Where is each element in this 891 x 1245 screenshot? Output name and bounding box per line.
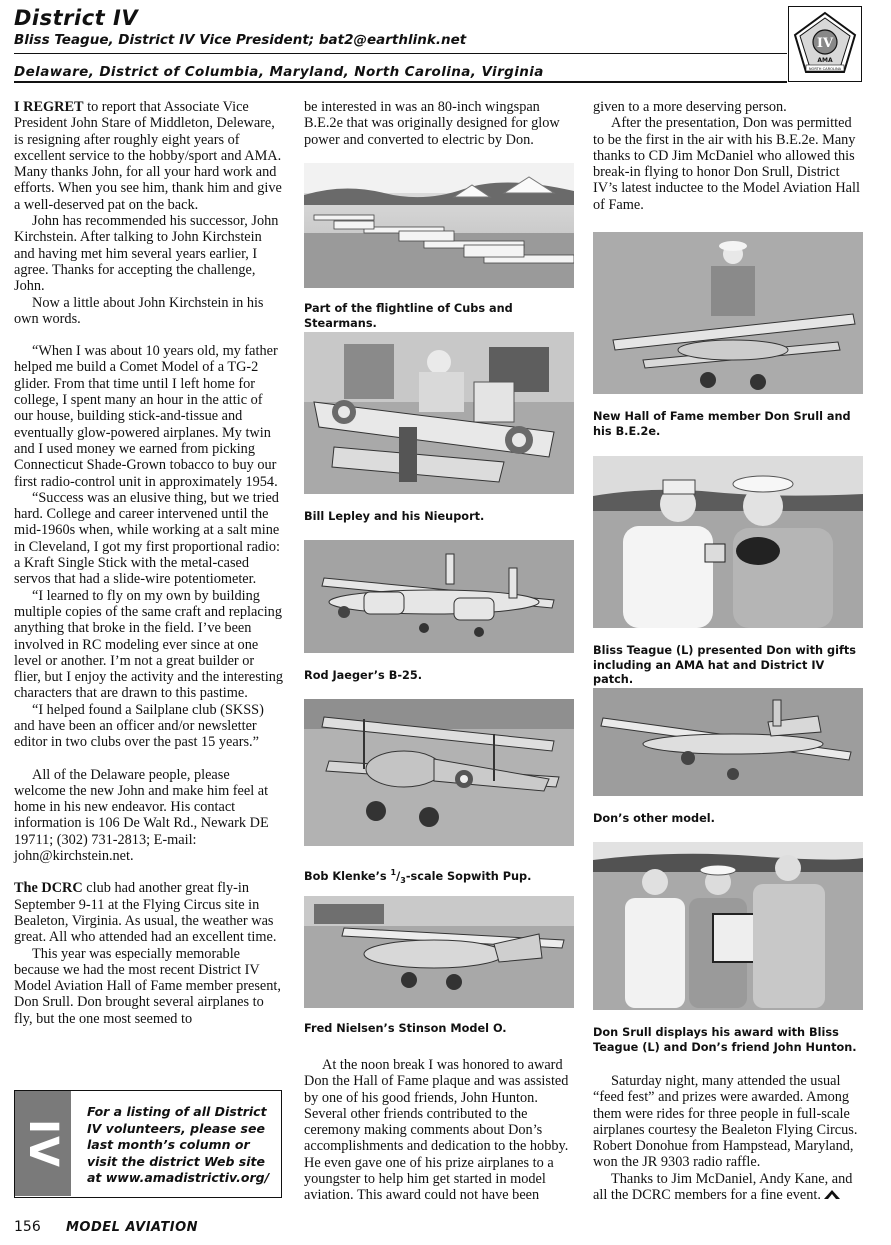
column-3-top	[593, 99, 865, 213]
photo-other-model	[593, 688, 863, 796]
logo-org: AMA	[817, 57, 833, 64]
caption-gift-presentation: Bliss Teague (L) presented Don with gifts including an AMA hat and District IV patch.	[593, 644, 857, 686]
caption-sopwith-pup: Bob Klenke’s $^1/_3$-scale Sopwith Pup.	[304, 868, 532, 886]
caption-stinson: Fred Nielsen’s Stinson Model O.	[304, 1022, 507, 1035]
paragraph: Thanks to Jim McDaniel, Andy Kane, and all the DCRC members for a fine event.	[593, 1170, 853, 1204]
column-byline: Bliss Teague, District IV Vice President; bat2@earthlink.net	[14, 32, 467, 48]
paragraph: All of the Delaware people, please welcome the new John and make him feel at home in his new endeavor. His contact information is 106 De Walt Rd., Newark DE 19711; (302) 731-2813; E-mail: john@kirchstein.net.	[14, 766, 269, 865]
ama-endmark-icon	[824, 1190, 840, 1199]
paragraph: to report that Associate Vice President John Stare of Middleton, Deleware, is resigning after roughly eight years of excellent service to the hobby/sport and AMA. Many thanks John, for all your hard work and efforts. When you see him, thank him and give a well-deserved pat on the back.	[14, 99, 282, 213]
paragraph: After the presentation, Don was permitted to be the first in the air with his B.E.2e. Many thanks to CD Jim McDaniel who allowed this break-in flying to honor Don Srull, District IV’s latest inductee to the Model Aviation Hall of Fame.	[593, 115, 860, 213]
paragraph: given to a more deserving person.	[593, 99, 787, 115]
photo-flightline	[304, 163, 574, 288]
caption-b25: Rod Jaeger’s B-25.	[304, 669, 423, 682]
photo-gift-presentation	[593, 456, 863, 628]
header-rule	[14, 81, 787, 83]
paragraph: “Success was an elusive thing, but we tried hard. College and career intervened until the mid-1960s when, while working at a salt mine in Cleveland, I got my first proportional radio: a Kraft Single Stick with the metal-cased servos that had a slide-wire potentiometer.	[14, 489, 281, 588]
district-states: Delaware, District of Columbia, Maryland, North Carolina, Virginia	[14, 64, 544, 80]
paragraph: This year was especially memorable because we had the most recent District IV Model Aviation Hall of Fame member present, Don Srull. Don brought several airplanes to fly, but the one most seemed to	[14, 945, 281, 1027]
column-title: District IV	[14, 6, 139, 30]
caption-flightline: Part of the flightline of Cubs and Stearmans.	[304, 302, 513, 330]
paragraph: Saturday night, many attended the usual “feed fest” and prizes were awarded. Among them were rides for three people in full-scale airplanes courtesy the Bealeton Flying Circus. Robert Donohue from Hampstead, Maryland, won the JR 9303 radio raffle.	[593, 1073, 858, 1171]
photo-stinson	[304, 896, 574, 1008]
district-tab	[15, 1091, 71, 1196]
district-tab-numeral: IV	[20, 1118, 66, 1169]
district-info-box	[14, 1090, 282, 1198]
column-3-bottom	[593, 1073, 865, 1203]
photo-sopwith-pup	[304, 699, 574, 846]
caption-award: Don Srull displays his award with Bliss Teague (L) and Don’s friend John Hunton.	[593, 1026, 857, 1054]
header-divider	[14, 53, 787, 54]
caption-other-model: Don’s other model.	[593, 812, 715, 825]
paragraph: John has recommended his successor, John Kirchstein. After talking to John Kirchstein and having met him several years earlier, I agree. Thanks for accepting the challenge, John.	[14, 213, 279, 295]
photo-award	[593, 842, 863, 1010]
column-2-top	[304, 99, 578, 148]
caption-nieuport: Bill Lepley and his Nieuport.	[304, 510, 485, 523]
district-info-text: For a listing of all District IV volunteers, please see last month’s column or visit the district Web site at www.amadistrictiv.org/	[87, 1104, 270, 1185]
caption-sopwith-post: -scale Sopwith Pup.	[405, 869, 532, 883]
column-1	[14, 99, 284, 1027]
page-number: 156	[14, 1219, 41, 1235]
paragraph: club had another great fly-in September 9-11 at the Flying Circus site in Bealeton, Virginia. As usual, the weather was great. All who attended had an excellent time.	[14, 880, 277, 946]
district-logo	[788, 6, 862, 82]
fraction-denominator: 3	[400, 876, 406, 886]
caption-sopwith-pre: Bob Klenke’s	[304, 869, 391, 883]
magazine-name: MODEL AVIATION	[66, 1220, 198, 1235]
caption-don-srull-be2e: New Hall of Fame member Don Srull and his B.E.2e.	[593, 410, 851, 438]
paragraph: “I learned to fly on my own by building multiple copies of the same craft and replacing anything that broke in the field. I’ve been involved in RC modeling ever since at one level or another. I’m not a great builder or flier, but I enjoy the activity and the interesting characters that are drawn to this pastime.	[14, 587, 284, 702]
paragraph: be interested in was an 80-inch wingspan B.E.2e that was originally designed for glow power and converted to electric by Don.	[304, 99, 560, 148]
photo-don-srull-be2e	[593, 232, 863, 394]
paragraph: Now a little about John Kirchstein in his own words.	[14, 294, 264, 327]
column-2-bottom	[304, 1057, 578, 1204]
fraction-numerator: 1	[390, 868, 397, 877]
lead-in: The DCRC	[14, 880, 83, 897]
photo-nieuport	[304, 332, 574, 494]
photo-b25	[304, 540, 574, 653]
lead-in: I REGRET	[14, 99, 84, 115]
logo-banner: NORTH CAROLINA	[808, 67, 842, 71]
paragraph: At the noon break I was honored to award Don the Hall of Fame plaque and was assisted by one of his good friends, John Hunton. Several other friends contributed to the ceremony making comments about Don’s accomplishments and dedication to the hobby. He even gave one of his prize airplanes to a youngster to help him get started in model aviation. This award could not have been	[304, 1057, 569, 1204]
logo-numeral: IV	[816, 36, 834, 51]
district-pentagon-icon	[792, 10, 858, 78]
paragraph: “When I was about 10 years old, my father helped me build a Comet Model of a TG-2 glider. From that time until I left home for college, I spent many an hour in the attic of our house, building stick-and-tissue and eventually glow-powered airplanes. My twin and I used money we earned from picking Connecticut Shade-Grown tobacco to buy our first radio-control unit in approximately 1954.	[14, 343, 278, 490]
paragraph: “I helped found a Sailplane club (SKSS) and have been an officer and/or newsletter editor in two clubs over the past 15 years.”	[14, 701, 264, 751]
